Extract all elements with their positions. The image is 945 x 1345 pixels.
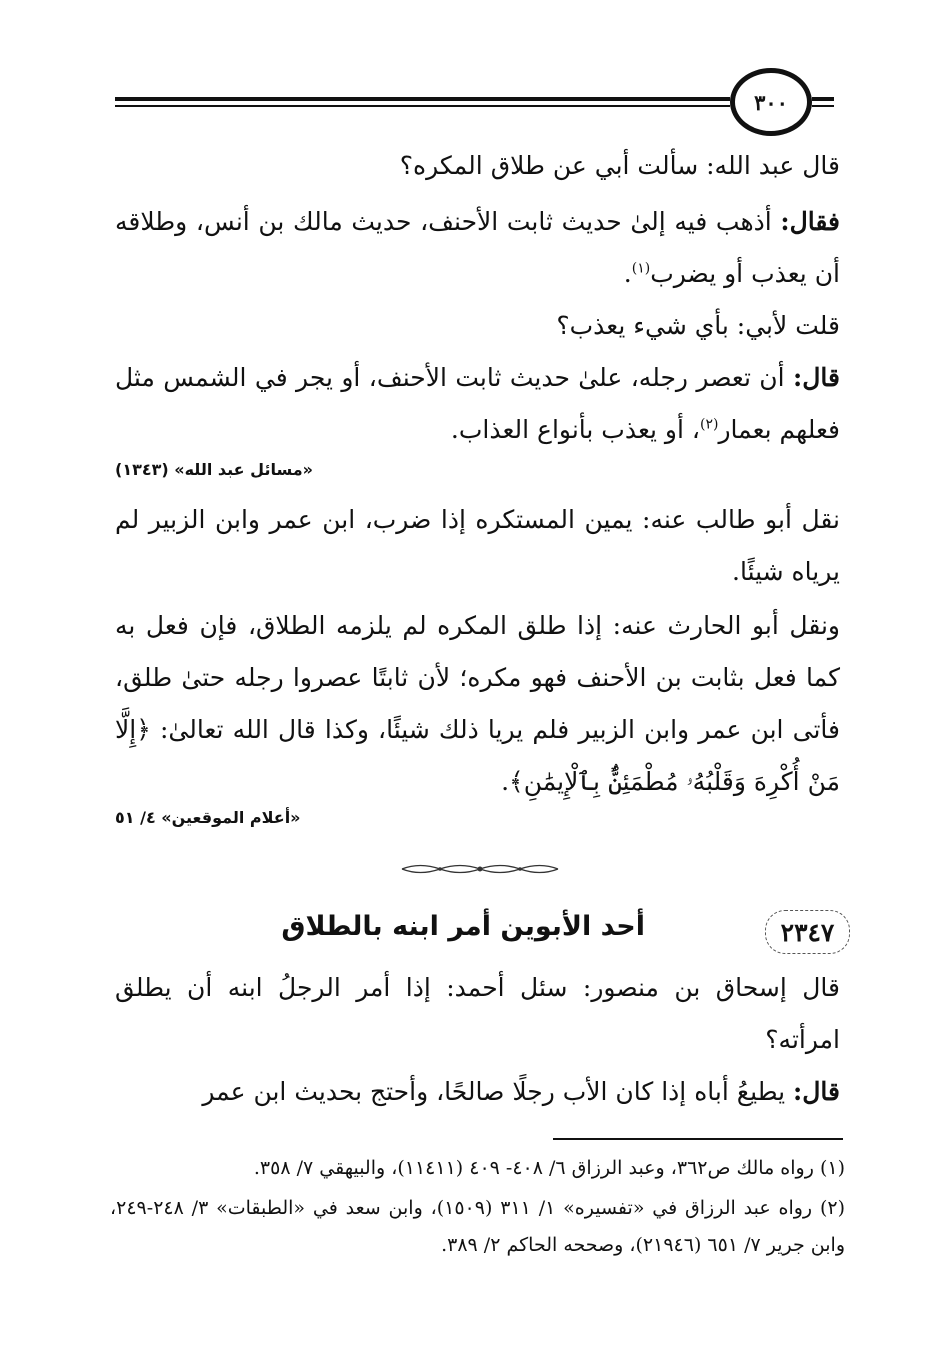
paragraph-question-2: قلت لأبي: بأي شيء يعذب؟ bbox=[556, 311, 840, 340]
paragraph-abu-harith: ونقل أبو الحارث عنه: إذا طلق المكره لم يلزمه الطلاق، فإن فعل به كما فعل بثابت بن الأحنف فهو مكره؛ لأن ثابتًا عصروا رجله حتىٰ طلق، فأتى ابن عمر وابن الزبير فلم يريا ذلك شيئًا، وكذا قال الله تعالىٰ: ﴿إِلَّا مَنْ أُكْرِهَ وَقَلْبُهُۥ مُطْمَئِنٌّۢ بِٱلْإِيمَٰنِ﴾. bbox=[115, 611, 840, 796]
answer-end: . bbox=[623, 259, 632, 288]
ornament-divider bbox=[400, 862, 560, 876]
answer-text: أذهب فيه إلىٰ حديث ثابت الأحنف، حديث مالك بن أنس، وطلاقه أن يعذب أو يضرب bbox=[115, 207, 840, 288]
answer-end-2: ، أو يعذب بأنواع العذاب. bbox=[450, 415, 700, 444]
footnote-text-1: رواه مالك ص٣٦٢، وعبد الرزاق ٦/ ٤٠٨- ٤٠٩ (١١٤١١)، والبيهقي ٧/ ٣٥٨. bbox=[253, 1157, 814, 1179]
header-rule bbox=[115, 97, 730, 101]
footnote-number-1: (١) bbox=[819, 1157, 845, 1179]
answer-lead-3: قال: bbox=[793, 1077, 840, 1106]
paragraph-answer-3 bbox=[115, 1066, 840, 1118]
paragraph-abu-talib: نقل أبو طالب عنه: يمين المستكره إذا ضرب، ابن عمر وابن الزبير لم يرياه شيئًا. bbox=[115, 505, 840, 586]
paragraph-answer-2 bbox=[115, 352, 840, 456]
source-citation-2: «أعلام الموقعين» ٤/ ٥١ bbox=[115, 808, 301, 827]
section-title: أحد الأبوين أمر ابنه بالطلاق bbox=[281, 911, 645, 942]
footnote-separator bbox=[553, 1138, 843, 1140]
answer-text-3: يطيعُ أباه إذا كان الأب رجلًا صالحًا، وأحتج بحديث ابن عمر bbox=[202, 1077, 794, 1106]
footnote-number-2: (٢) bbox=[819, 1197, 845, 1219]
page-number: ٣٠٠ bbox=[730, 68, 812, 136]
answer-lead: فقال: bbox=[780, 207, 840, 236]
answer-text-2: أن تعصر رجله، علىٰ حديث ثابت الأحنف، أو يجر في الشمس مثل فعلهم بعمار bbox=[115, 363, 840, 444]
header-rule-thin bbox=[115, 105, 730, 107]
paragraph-answer-1 bbox=[115, 196, 840, 300]
header-rule-right bbox=[812, 97, 834, 101]
footnote-2 bbox=[110, 1190, 845, 1264]
footnote-text-2: رواه عبد الرزاق في «تفسيره» ١/ ٣١١ (١٥٠٩)، وابن سعد في «الطبقات» ٣/ ٢٤٨-٢٤٩، وابن جرير ٧/ ٦٥١ (٢١٩٤٦)، وصححه الحاكم ٢/ ٣٨٩. bbox=[110, 1197, 845, 1256]
paragraph-question: قال عبد الله: سألت أبي عن طلاق المكره؟ bbox=[399, 151, 840, 180]
answer-lead-2: قال: bbox=[793, 363, 840, 392]
header-rule-right-thin bbox=[812, 105, 834, 107]
section-number: ٢٣٤٧ bbox=[765, 910, 850, 954]
paragraph-ishaq: قال إسحاق بن منصور: سئل أحمد: إذا أمر الرجلُ ابنه أن يطلق امرأته؟ bbox=[115, 973, 840, 1054]
source-citation-1: «مسائل عبد الله» (١٣٤٣) bbox=[115, 460, 313, 479]
footnote-ref-1[interactable]: (١) bbox=[631, 260, 651, 277]
footnote-ref-2[interactable]: (٢) bbox=[699, 416, 719, 433]
footnote-1 bbox=[110, 1150, 845, 1187]
